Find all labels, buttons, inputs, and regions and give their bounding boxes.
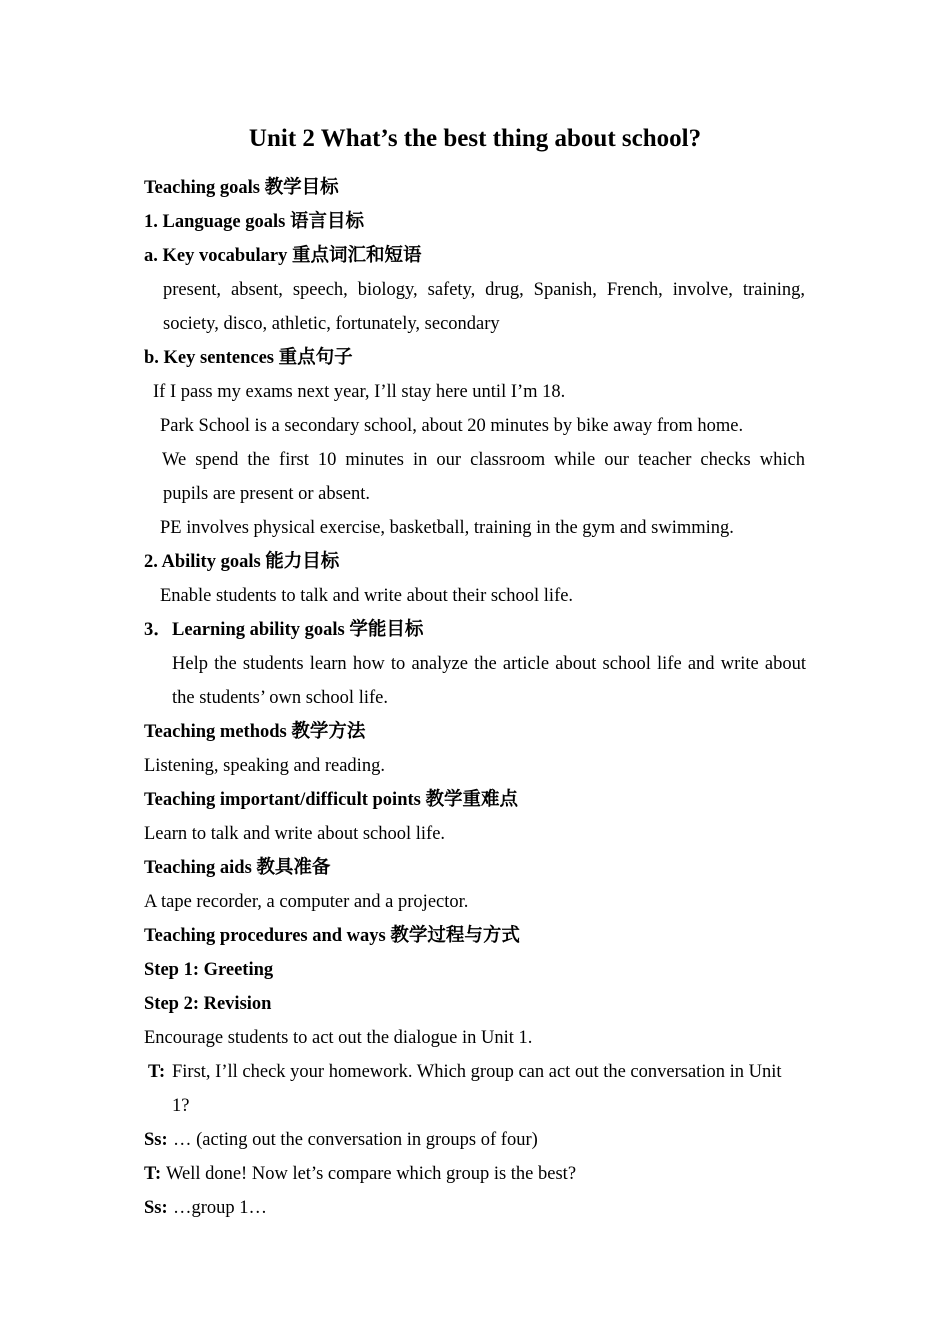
important-points-heading: Teaching important/difficult points 教学重难点 (144, 790, 518, 810)
dialogue-speaker: T: (148, 1062, 166, 1082)
key-sentence-3-line-1: We spend the first 10 minutes in our classroom while our teacher checks which (162, 450, 805, 470)
key-sentence-3-line-2: pupils are present or absent. (163, 484, 371, 504)
document-title: Unit 2 What’s the best thing about school? (248, 125, 702, 152)
key-vocabulary-line-2: society, disco, athletic, fortunately, secondary (163, 314, 500, 334)
ability-goals-heading: 2. Ability goals 能力目标 (144, 552, 340, 572)
dialogue-line: Well done! Now let’s compare which group is the best? (166, 1164, 577, 1184)
key-vocabulary-heading: a. Key vocabulary 重点词汇和短语 (144, 246, 422, 266)
ability-goals-text: Enable students to talk and write about their school life. (160, 586, 574, 606)
dialogue-line: …group 1… (173, 1198, 268, 1218)
key-sentences-heading: b. Key sentences 重点句子 (144, 348, 353, 368)
important-points-text: Learn to talk and write about school life. (144, 824, 446, 844)
revision-intro: Encourage students to act out the dialogue in Unit 1. (144, 1028, 533, 1048)
dialogue-line-continued: 1? (172, 1096, 190, 1116)
learning-ability-goals-number: 3． (144, 620, 172, 640)
key-sentence-2: Park School is a secondary school, about 20 minutes by bike away from home. (160, 416, 744, 436)
learning-ability-goals-heading: Learning ability goals 学能目标 (172, 620, 424, 640)
step-1-heading: Step 1: Greeting (144, 960, 274, 980)
step-2-heading: Step 2: Revision (144, 994, 272, 1014)
dialogue-line: … (acting out the conversation in groups of four) (173, 1130, 538, 1150)
key-vocabulary-line-1: present, absent, speech, biology, safety, drug, Spanish, French, involve, training, (163, 280, 805, 300)
dialogue-speaker: Ss: (144, 1198, 168, 1218)
key-sentence-1: If I pass my exams next year, I’ll stay here until I’m 18. (153, 382, 566, 402)
teaching-aids-heading: Teaching aids 教具准备 (144, 858, 331, 878)
language-goals-heading: 1. Language goals 语言目标 (144, 212, 364, 232)
key-sentence-4: PE involves physical exercise, basketball, training in the gym and swimming. (160, 518, 734, 538)
teaching-goals-heading: Teaching goals 教学目标 (144, 178, 339, 198)
teaching-methods-heading: Teaching methods 教学方法 (144, 722, 366, 742)
teaching-methods-text: Listening, speaking and reading. (144, 756, 385, 776)
dialogue-speaker: T: (144, 1164, 162, 1184)
dialogue-line: First, I’ll check your homework. Which group can act out the conversation in Unit (172, 1062, 782, 1082)
learning-ability-goals-line-1: Help the students learn how to analyze the article about school life and write about (172, 654, 806, 674)
procedures-heading: Teaching procedures and ways 教学过程与方式 (144, 926, 520, 946)
dialogue-speaker: Ss: (144, 1130, 168, 1150)
teaching-aids-text: A tape recorder, a computer and a projector. (144, 892, 469, 912)
learning-ability-goals-line-2: the students’ own school life. (172, 688, 388, 708)
